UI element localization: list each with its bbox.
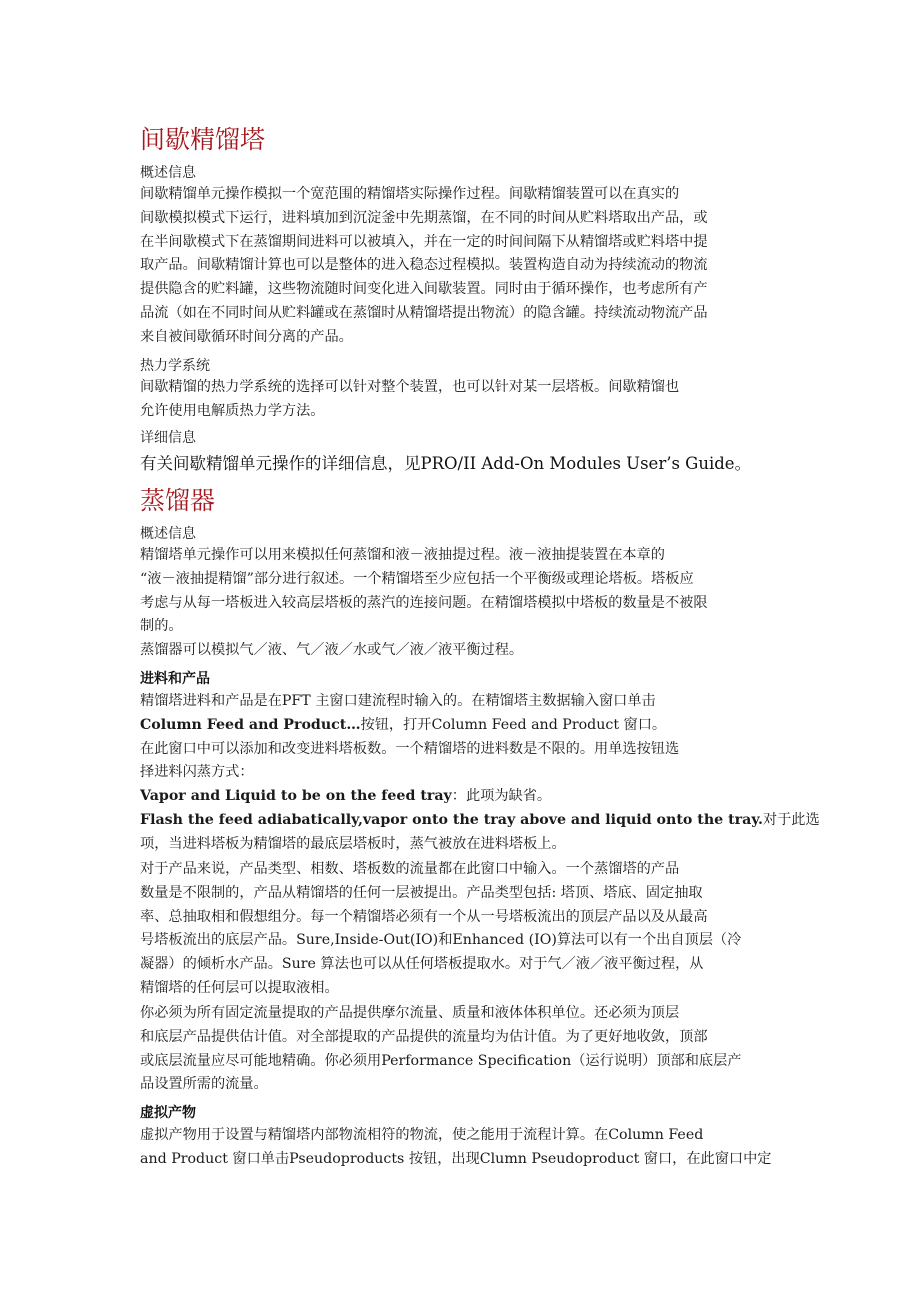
text-line: “液－液抽提精馏”部分进行叙述。一个精馏塔至少应包括一个平衡级或理论塔板。塔板应 [140, 570, 694, 587]
text-line: 间歇模拟模式下运行，进料填加到沉淀釜中先期蒸馏，在不同的时间从贮料塔取出产品，或 [140, 209, 708, 226]
text-line: 和底层产品提供估计值。对全部提取的产品提供的流量均为估计值。为了更好地收敛，顶部 [140, 1028, 708, 1045]
text-fragment: 按钮，打开Column Feed and Product 窗口。 [360, 716, 667, 733]
text-line: 制的。 [140, 618, 183, 635]
text-line: 在半间歇模式下在蒸馏期间进料可以被填入，并在一定的时间间隔下从精馏塔或贮料塔中提 [140, 233, 708, 250]
text-line: 来自被间歇循环时间分离的产品。 [140, 328, 353, 345]
button-name-ref: Column Feed and Product… [140, 716, 361, 733]
text-line: 在此窗口中可以添加和改变进料塔板数。一个精馏塔的进料数是不限的。用单选按钮选 [140, 740, 680, 757]
thermo-paragraph [140, 376, 785, 424]
product-paragraph [140, 858, 785, 1001]
feed-product-heading: 进料和产品 [140, 671, 210, 687]
section-title-batch-column: 间歇精馏塔 [140, 125, 266, 154]
detail-text: 有关间歇精馏单元操作的详细信息，见PRO/II Add-On Modules User’s Guide。 [140, 454, 752, 473]
text-line: 允许使用电解质热力学方法。 [140, 402, 325, 419]
text-line: 对于产品来说，产品类型、相数、塔板数的流量都在此窗口中输入。一个蒸馏塔的产品 [140, 861, 680, 877]
text-line: 你必须为所有固定流量提取的产品提供摩尔流量、质量和液体体积单位。还必须为顶层 [140, 1005, 680, 1021]
text-line: 蒸馏器可以模拟气／液、气／液／水或气／液／液平衡过程。 [140, 642, 524, 659]
text-line: 品流（如在不同时间从贮料罐或在蒸馏时从精馏塔提出物流）的隐含罐。持续流动物流产品 [140, 304, 708, 321]
text-line: 品设置所需的流量。 [140, 1076, 268, 1093]
thermo-label: 热力学系统 [140, 358, 210, 374]
option-name-ref: Vapor and Liquid to be on the feed tray [140, 788, 452, 805]
text-line: 考虑与从每一塔板进入较高层塔板的蒸汽的连接问题。在精馏塔模拟中塔板的数量是不被限 [140, 594, 708, 611]
section-title-distiller: 蒸馏器 [140, 486, 216, 515]
text-line: 号塔板流出的底层产品。Sure,Inside-Out(IO)和Enhanced (IO)算法可以有一个出自顶层（冷 [140, 932, 742, 949]
text-line: 精馏塔单元操作可以用来模拟任何蒸馏和液－液抽提过程。液－液抽提装置在本章的 [140, 547, 665, 563]
text-line: 数量是不限制的，产品从精馏塔的任何一层被提出。产品类型包括: 塔顶、塔底、固定抽取 [140, 884, 703, 901]
text-line: 率、总抽取相和假想组分。每一个精馏塔必须有一个从一号塔板流出的顶层产品以及从最高 [140, 908, 708, 925]
text-line: 间歇精馏单元操作模拟一个宽范围的精馏塔实际操作过程。间歇精馏装置可以在真实的 [140, 186, 680, 202]
text-line: 取产品。间歇精馏计算也可以是整体的进入稳态过程模拟。装置构造自动为持续流动的物流 [140, 257, 708, 274]
overview-label: 概述信息 [140, 165, 196, 181]
text-line: 项，当进料塔板为精馏塔的最底层塔板时，蒸气被放在进料塔板上。 [140, 835, 566, 852]
text-line: 凝器）的倾析水产品。Sure 算法也可以从任何塔板提取水。对于气／液／液平衡过程，从 [140, 956, 704, 973]
text-line [140, 714, 785, 738]
text-fragment: ：此项为缺省。 [451, 788, 552, 805]
text-line: 择进料闪蒸方式： [140, 764, 254, 781]
pseudo-product-heading: 虚拟产物 [140, 1105, 196, 1121]
text-line: and Product 窗口单击Pseudoproducts 按钮，出现Clumn Pseudoproduct 窗口，在此窗口中定 [140, 1150, 772, 1167]
text-line: 或底层流量应尽可能地精确。你必须用Performance Specification（运行说明）顶部和底层产 [140, 1052, 742, 1069]
rate-paragraph [140, 1002, 785, 1097]
text-line: 间歇精馏的热力学系统的选择可以针对整个装置，也可以针对某一层塔板。间歇精馏也 [140, 379, 680, 395]
detail-label: 详细信息 [140, 430, 196, 446]
text-line: 精馏塔的任何层可以提取液相。 [140, 979, 339, 996]
text-line: 精馏塔进料和产品是在PFT 主窗口建流程时输入的。在精馏塔主数据输入窗口单击 [140, 693, 656, 709]
text-line [140, 785, 785, 809]
feed-paragraph [140, 690, 820, 857]
overview-label-2: 概述信息 [140, 526, 196, 542]
text-line: 虚拟产物用于设置与精馏塔内部物流相符的物流，使之能用于流程计算。在Column Feed [140, 1127, 704, 1143]
overview-paragraph [140, 183, 785, 350]
text-fragment: 对于此选 [762, 811, 820, 828]
option-name-ref: Flash the feed adiabatically,vapor onto the tray above and liquid onto the tray. [140, 811, 763, 828]
text-line: 提供隐含的贮料罐，这些物流随时间变化进入间歇装置。同时由于循环操作，也考虑所有产 [140, 281, 708, 298]
text-line [140, 809, 820, 833]
overview-paragraph-2 [140, 544, 785, 663]
pseudo-paragraph [140, 1124, 785, 1172]
